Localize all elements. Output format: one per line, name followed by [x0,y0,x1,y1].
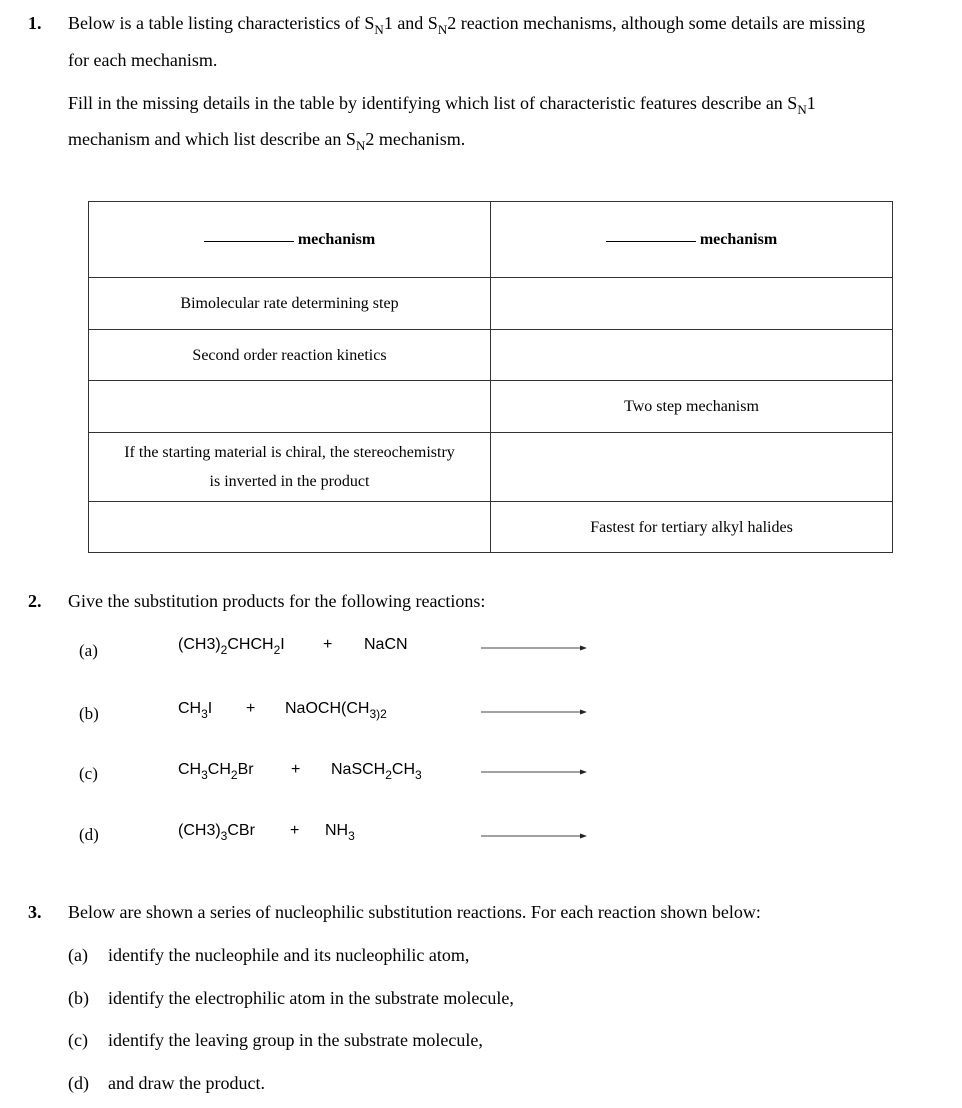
table-row [89,433,893,502]
list-item: (a) identify the nucleophile and its nucleophilic atom, [68,945,470,965]
table-row [89,381,893,433]
blank-line [606,225,696,242]
reaction-b-reactant-2: $NaOCH(CH_{3)2}$ [285,700,387,721]
reaction-b-reactant-1: $CH_3I$ [178,700,213,721]
question-3-text: Below are shown a series of nucleophilic substitution reactions. For each reaction shown below: [68,902,761,922]
table-cell [89,381,491,433]
table-cell [491,433,893,502]
question-3-number: 3. [28,902,42,922]
reaction-arrow-icon [481,643,587,653]
list-item: (c) identify the leaving group in the substrate molecule, [68,1030,483,1050]
reaction-a-reactant-1: $(CH3)_2CHCH_2I$ [178,636,285,657]
reaction-c-reactant-2: $NaSCH_2CH_3$ [331,761,422,782]
reaction-arrow-icon [481,707,587,717]
table-header-row [89,202,893,278]
reaction-arrow-icon [481,831,587,841]
table-cell: Fastest for tertiary alkyl halides [491,502,893,553]
blank-line [204,225,294,242]
reaction-label-a: (a) [79,641,98,660]
mechanism-table [88,201,893,553]
question-1-instruction-line-1: Fill in the missing details in the table by identifying which list of characteristic features describe an $S_N1$ [68,93,816,117]
table-cell: Second order reaction kinetics [89,330,491,381]
reaction-a-reactant-2: NaCN [364,636,408,653]
reaction-c-plus: + [291,761,301,778]
table-cell [491,278,893,330]
table-row [89,330,893,381]
table-cell [89,502,491,553]
reaction-b-plus: + [246,700,256,717]
header-left: mechanism [89,202,491,278]
reaction-label-c: (c) [79,764,98,783]
table-cell [491,330,893,381]
reaction-a-plus: + [323,636,333,653]
table-row [89,502,893,553]
reaction-label-b: (b) [79,704,99,723]
reaction-c-reactant-1: $CH_3CH_2Br$ [178,761,254,782]
question-1-intro-line-2: for each mechanism. [68,50,218,70]
table-cell: If the starting material is chiral, the stereochemistry is inverted in the product [89,433,491,502]
question-1-number: 1. [28,13,42,33]
reaction-d-reactant-1: $(CH3)_3CBr$ [178,822,255,843]
list-item: (b) identify the electrophilic atom in the substrate molecule, [68,988,514,1008]
reaction-label-d: (d) [79,825,99,844]
reaction-d-plus: + [290,822,300,839]
list-item: (d) and draw the product. [68,1073,265,1093]
reaction-arrow-icon [481,767,587,777]
header-right: mechanism [491,202,893,278]
table-cell: Bimolecular rate determining step [89,278,491,330]
table-row [89,278,893,330]
reaction-d-reactant-2: $NH_3$ [325,822,355,843]
question-2-number: 2. [28,591,42,611]
question-1-instruction-line-2: mechanism and which list describe an $S_N2$ mechanism. [68,129,466,153]
question-2-text: Give the substitution products for the following reactions: [68,591,486,611]
question-1-intro-line-1: Below is a table listing characteristics of $S_N1$ and $S_N2$ reaction mechanisms, although some details are missing [68,13,866,37]
table-cell: Two step mechanism [491,381,893,433]
